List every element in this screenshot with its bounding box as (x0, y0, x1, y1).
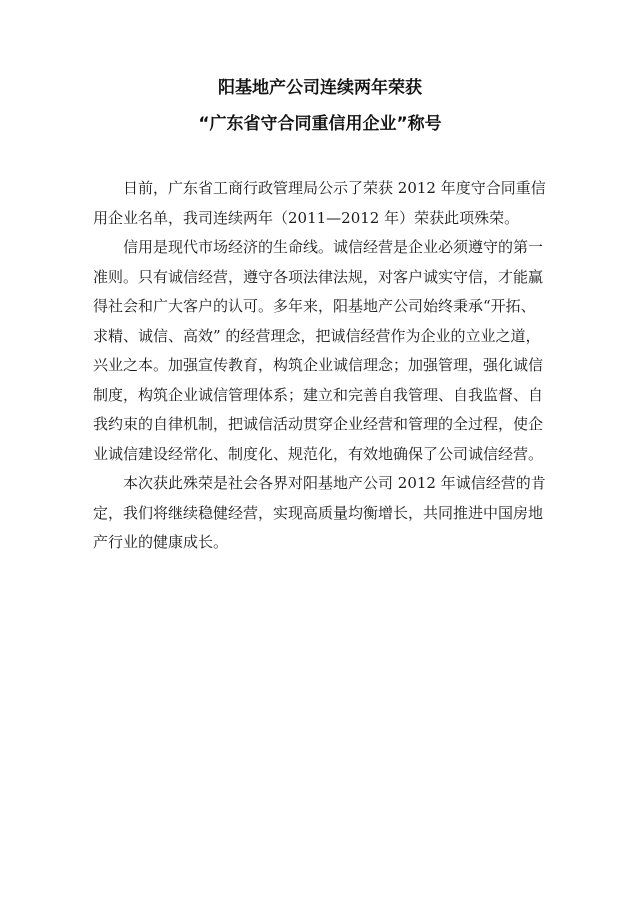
title-line-2: “广东省守合同重信用企业”称号 (198, 114, 442, 134)
paragraph-line: 信用是现代市场经济的生命线。诚信经营是企业必须遵守的第一 (123, 238, 544, 256)
paragraph-2 (93, 233, 553, 469)
paragraph-line: 业诚信建设经常化、制度化、规范化，有效地确保了公司诚信经营。 (93, 444, 544, 463)
paragraph-line: 兴业之本。加强宣传教育，构筑企业诚信理念；加强管理，强化诚信 (93, 356, 544, 374)
paragraph-line: 制度，构筑企业诚信管理体系；建立和完善自我管理、自我监督、自 (93, 385, 544, 404)
paragraph-line: 准则。只有诚信经营，遵守各项法律法规，对客户诚实守信，才能赢 (93, 267, 544, 286)
paragraph-line: 产行业的健康成长。 (93, 533, 229, 551)
document-title (0, 70, 640, 142)
paragraph-3 (93, 469, 553, 558)
paragraph-line: 本次获此殊荣是社会各界对阳基地产公司 2012 年诚信经营的肯 (123, 474, 546, 492)
paragraph-line: 日前，广东省工商行政管理局公示了荣获 2012 年度守合同重信 (123, 179, 546, 197)
title-line-1: 阳基地产公司连续两年荣获 (218, 78, 422, 98)
paragraph-line: 求精、诚信、高效” 的经营理念，把诚信经营作为企业的立业之道， (93, 326, 541, 345)
paragraph-line: 我约束的自律机制，把诚信活动贯穿企业经营和管理的全过程，使企 (93, 415, 544, 433)
paragraph-line: 定，我们将继续稳健经营，实现高质量均衡增长，共同推进中国房地 (93, 503, 544, 522)
paragraph-line: 用企业名单，我司连续两年（2011—2012 年）荣获此项殊荣。 (93, 208, 520, 227)
paragraph-line: 得社会和广大客户的认可。多年来，阳基地产公司始终秉承“开拓、 (93, 297, 536, 315)
document-body (93, 174, 553, 558)
paragraph-1 (93, 174, 553, 233)
